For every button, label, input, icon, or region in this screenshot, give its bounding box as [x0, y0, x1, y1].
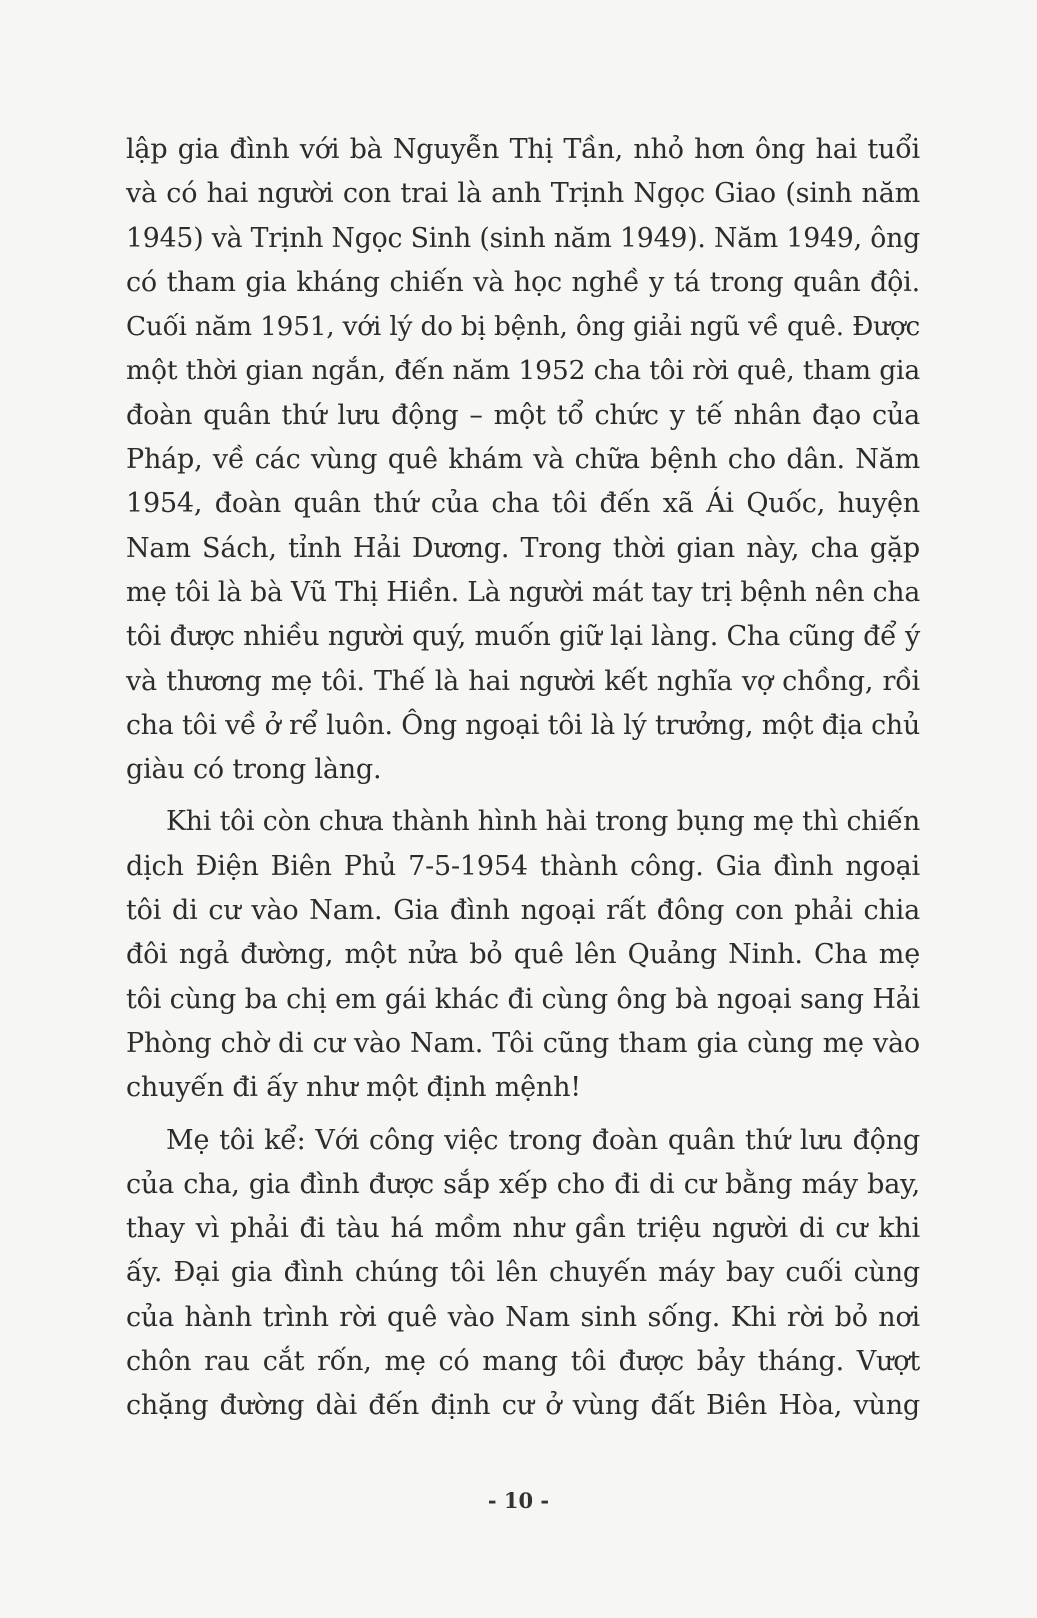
paragraph-2	[126, 800, 920, 1110]
text-line: của hành trình rời quê vào Nam sinh sống. Khi rời bỏ nơi	[126, 1301, 920, 1333]
text-line: 1945) và Trịnh Ngọc Sinh (sinh năm 1949). Năm 1949, ông	[126, 222, 920, 254]
paragraph-1	[126, 128, 920, 792]
text-line: và thương mẹ tôi. Thế là hai người kết nghĩa vợ chồng, rồi	[126, 665, 920, 697]
text-line: Mẹ tôi kể: Với công việc trong đoàn quân thứ lưu động	[166, 1124, 920, 1156]
text-line: mẹ tôi là bà Vũ Thị Hiền. Là người mát tay trị bệnh nên cha	[126, 576, 920, 608]
text-line: đoàn quân thứ lưu động – một tổ chức y tế nhân đạo của	[126, 399, 920, 431]
text-line: và có hai người con trai là anh Trịnh Ngọc Giao (sinh năm	[126, 178, 920, 210]
text-line: chặng đường dài đến định cư ở vùng đất Biên Hòa, vùng	[126, 1390, 920, 1422]
page-number: - 10 -	[487, 1488, 550, 1513]
paragraph-3	[126, 1119, 920, 1429]
text-line: tôi cùng ba chị em gái khác đi cùng ông bà ngoại sang Hải	[126, 983, 920, 1015]
text-line: 1954, đoàn quân thứ của cha tôi đến xã Ái Quốc, huyện	[126, 488, 920, 520]
text-line: Khi tôi còn chưa thành hình hài trong bụng mẹ thì chiến	[166, 806, 920, 838]
text-line: dịch Điện Biên Phủ 7-5-1954 thành công. Gia đình ngoại	[126, 850, 920, 882]
text-line: có tham gia kháng chiến và học nghề y tá trong quân đội.	[126, 266, 920, 298]
text-line: của cha, gia đình được sắp xếp cho đi di cư bằng máy bay,	[126, 1168, 920, 1200]
text-line: Phòng chờ di cư vào Nam. Tôi cũng tham gia cùng mẹ vào	[126, 1027, 920, 1059]
text-line: chôn rau cắt rốn, mẹ có mang tôi được bảy tháng. Vượt	[126, 1346, 920, 1378]
text-line: tôi di cư vào Nam. Gia đình ngoại rất đông con phải chia	[126, 895, 920, 927]
text-line: ấy. Đại gia đình chúng tôi lên chuyến máy bay cuối cùng	[126, 1257, 920, 1289]
text-line: giàu có trong làng.	[126, 754, 382, 786]
text-line: Pháp, về các vùng quê khám và chữa bệnh cho dân. Năm	[126, 444, 920, 476]
text-line: cha tôi về ở rể luôn. Ông ngoại tôi là lý trưởng, một địa chủ	[126, 709, 920, 741]
text-line: đôi ngả đường, một nửa bỏ quê lên Quảng Ninh. Cha mẹ	[126, 939, 920, 971]
text-line: lập gia đình với bà Nguyễn Thị Tần, nhỏ hơn ông hai tuổi	[126, 134, 920, 165]
text-line: Cuối năm 1951, với lý do bị bệnh, ông giải ngũ về quê. Được	[126, 312, 920, 343]
text-line: chuyến đi ấy như một định mệnh!	[126, 1072, 581, 1104]
text-line: thay vì phải đi tàu há mồm như gần triệu người di cư khi	[126, 1213, 920, 1245]
text-line: một thời gian ngắn, đến năm 1952 cha tôi rời quê, tham gia	[126, 355, 920, 387]
body-text	[126, 128, 920, 1429]
text-line: Nam Sách, tỉnh Hải Dương. Trong thời gian này, cha gặp	[126, 532, 920, 564]
text-line: tôi được nhiều người quý, muốn giữ lại làng. Cha cũng để ý	[126, 621, 920, 653]
